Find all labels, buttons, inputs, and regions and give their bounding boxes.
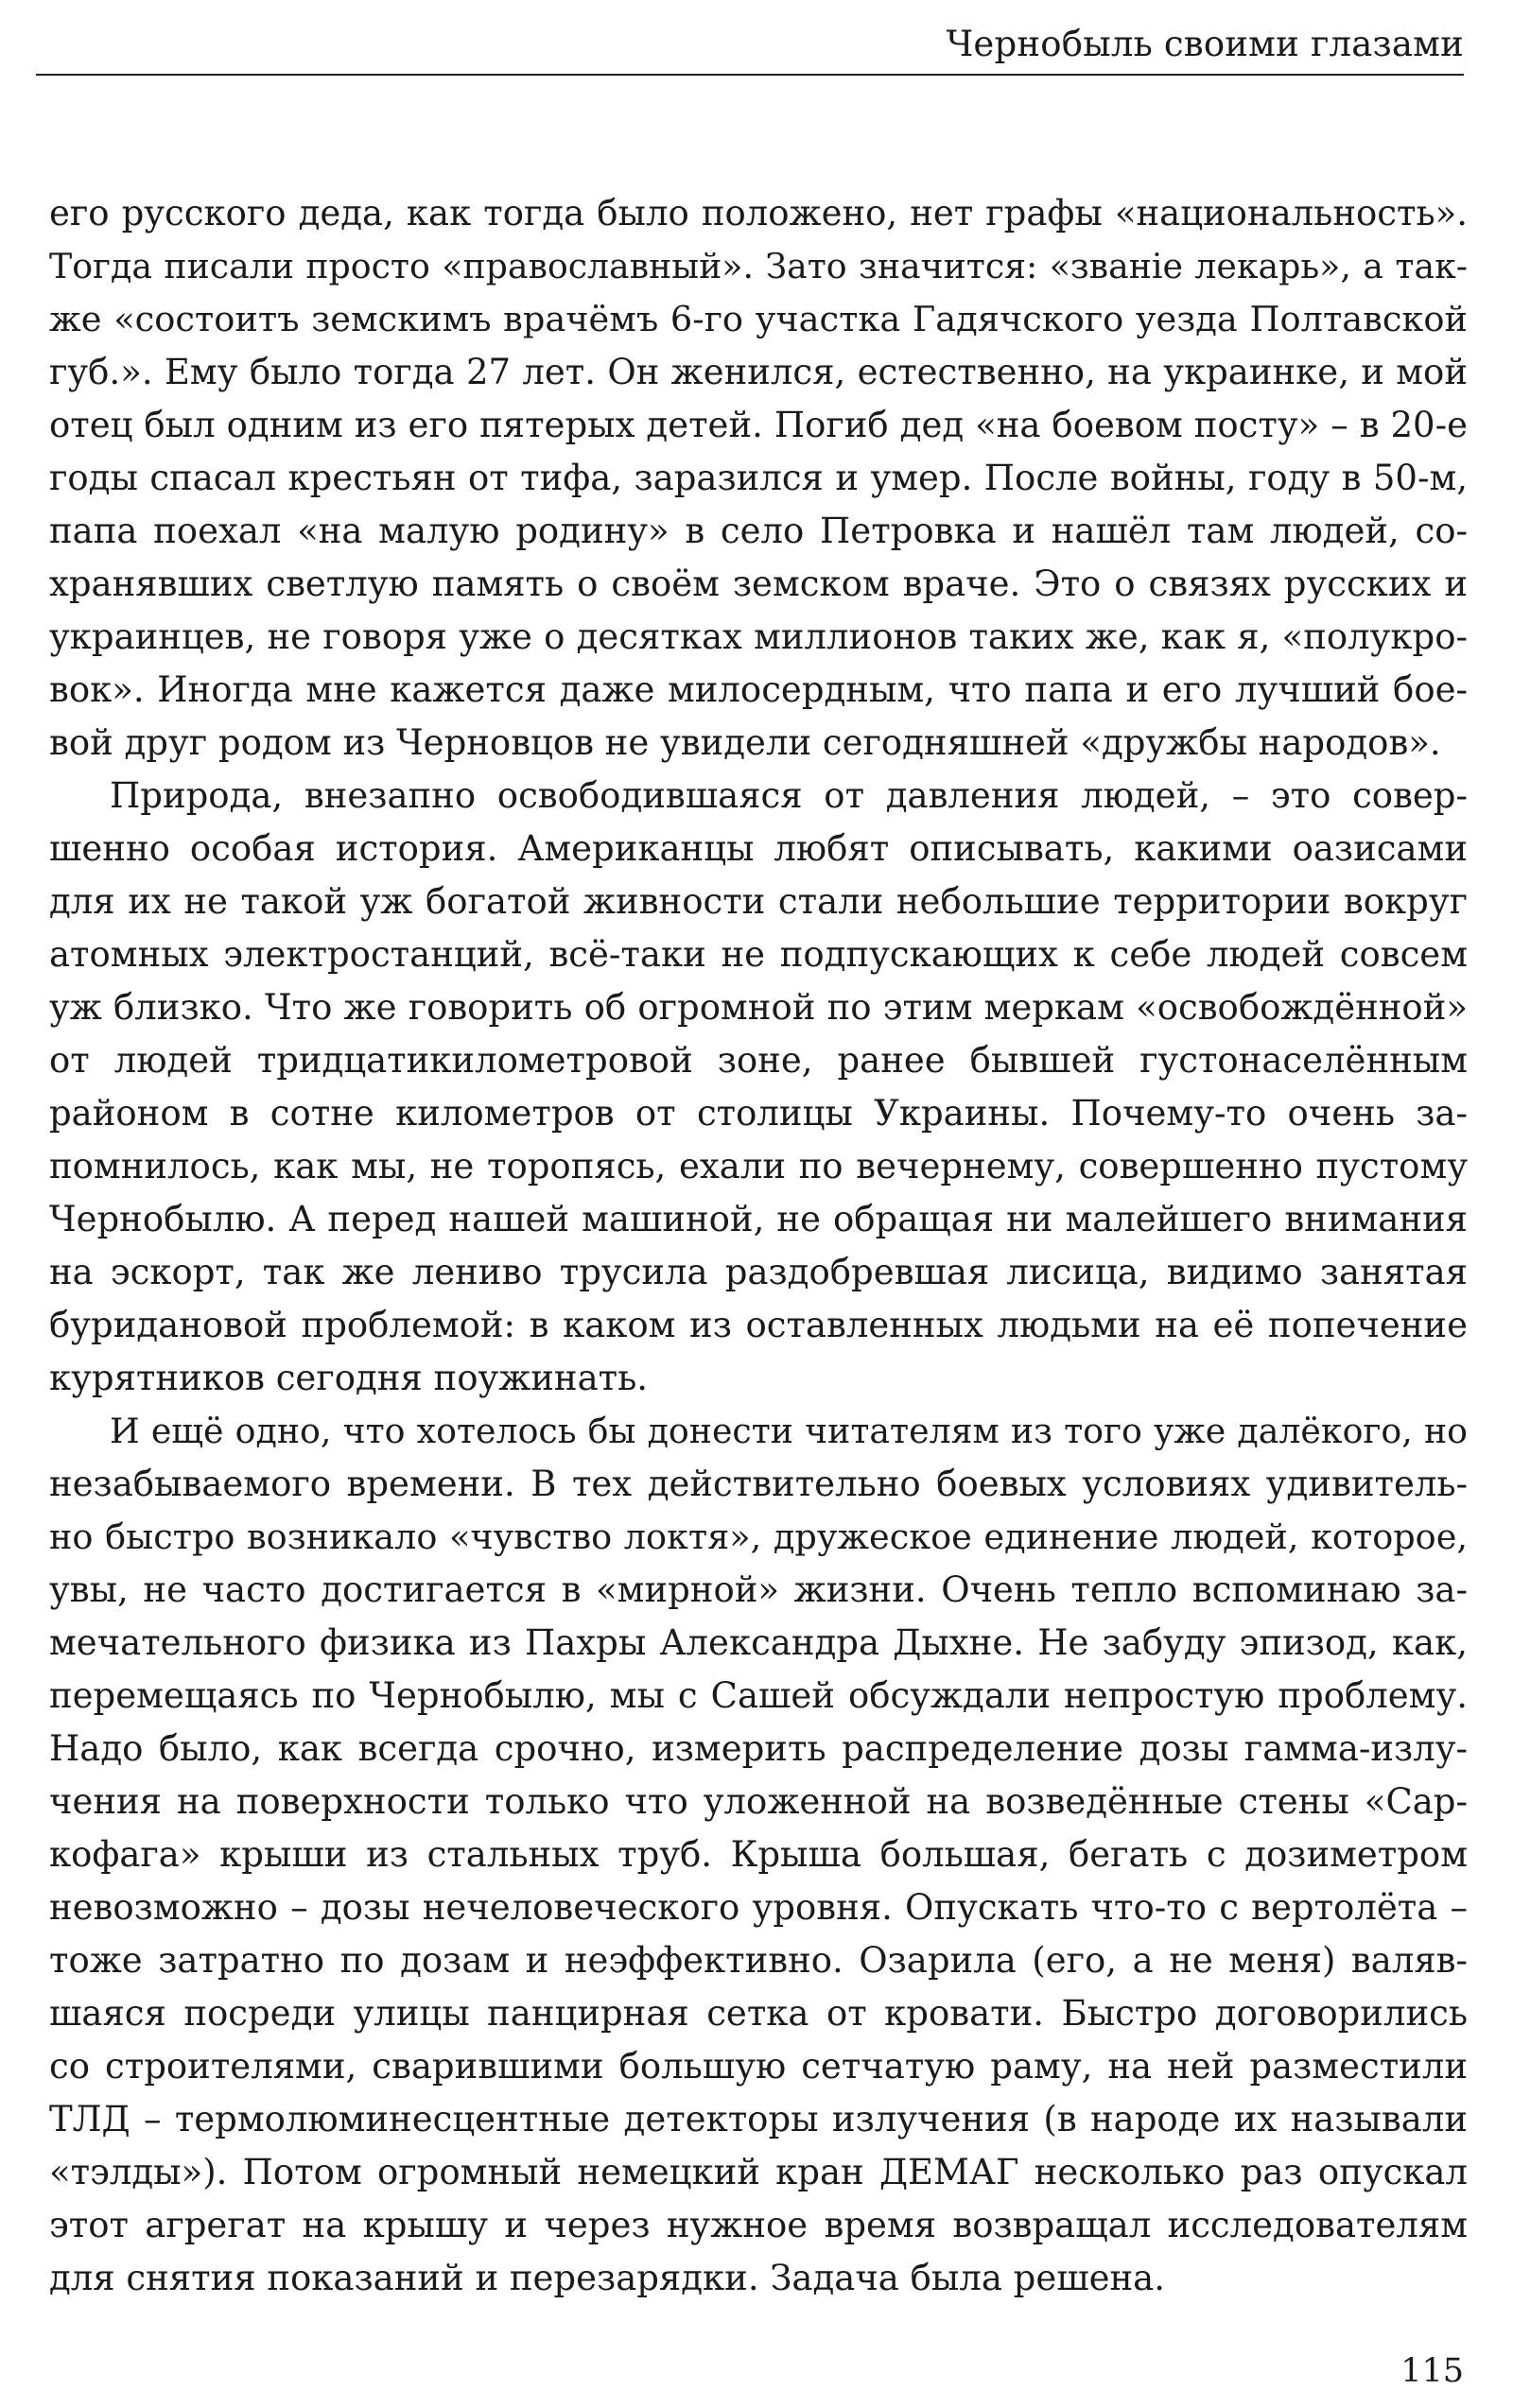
text-line-29: перемещаясь по Чернобылю, мы с Сашей обсуждали непростую проблему.	[49, 1675, 1468, 1716]
text-line-9: украинцев, не говоря уже о десятках миллионов таких же, как я, «полукро-	[49, 616, 1468, 657]
text-line-20: Чернобылю. А перед нашей машиной, не обращая ни малейшего внимания	[49, 1199, 1468, 1239]
text-line-17: от людей тридцатикилометровой зоне, ранее бывшей густонаселённым	[49, 1040, 1468, 1081]
text-line-25: незабываемого времени. В тех действительно боевых условиях удивитель-	[49, 1464, 1468, 1504]
text-line-16: уж близко. Что же говорить об огромной по этим меркам «освобождённой»	[49, 987, 1468, 1028]
text-line-11: вой друг родом из Черновцов не увидели сегодняшней «дружбы народов».	[49, 722, 1441, 763]
text-line-30: Надо было, как всегда срочно, измерить распределение дозы гамма-излу-	[49, 1728, 1468, 1769]
text-line-3: же «состоитъ земскимъ врачёмъ 6-го участка Гадячского уезда Полтавской	[49, 299, 1468, 339]
text-line-32: кофага» крыши из стальных труб. Крыша большая, бегать с дозиметром	[49, 1834, 1468, 1875]
text-line-39: этот агрегат на крышу и через нужное время возвращал исследователям	[49, 2205, 1468, 2245]
text-line-8: хранявших светлую память о своём земском враче. Это о связях русских и	[49, 563, 1468, 604]
text-line-10: вок». Иногда мне кажется даже милосердным, что папа и его лучший бое-	[49, 669, 1468, 710]
text-line-22: буридановой проблемой: в каком из оставленных людьми на её попечение	[49, 1305, 1468, 1345]
text-line-40: для снятия показаний и перезарядки. Задача была решена.	[49, 2258, 1166, 2298]
text-line-34: тоже затратно по дозам и неэффективно. Озарила (его, а не меня) валяв-	[49, 1940, 1468, 1981]
text-line-1: его русского деда, как тогда было положено, нет графы «национальность».	[49, 193, 1468, 234]
text-line-5: отец был одним из его пятерых детей. Погиб дед «на боевом посту» – в 20-е	[49, 405, 1468, 445]
text-line-27: увы, не часто достигается в «мирной» жизни. Очень тепло вспоминаю за-	[49, 1569, 1468, 1610]
header-rule	[36, 74, 1464, 76]
text-line-18: районом в сотне километров от столицы Украины. Почему-то очень за-	[49, 1093, 1468, 1134]
text-line-23: курятников сегодня поужинать.	[49, 1358, 649, 1398]
text-line-24: И ещё одно, что хотелось бы донести читателям из того уже далёкого, но	[110, 1411, 1468, 1451]
text-line-2: Тогда писали просто «православный». Зато значится: «званіе лекарь», а так-	[49, 246, 1468, 286]
text-line-37: ТЛД – термолюминесцентные детекторы излучения (в народе их называли	[49, 2099, 1468, 2139]
text-line-36: со строителями, сварившими большую сетчатую раму, на ней разместили	[49, 2046, 1468, 2087]
text-line-15: атомных электростанций, всё-таки не подпускающих к себе людей совсем	[49, 934, 1468, 975]
text-line-35: шаяся посреди улицы панцирная сетка от кровати. Быстро договорились	[49, 1993, 1468, 2034]
body-text	[49, 187, 1468, 2305]
page-number: 115	[1400, 2352, 1464, 2390]
text-line-33: невозможно – дозы нечеловеческого уровня. Опускать что-то с вертолёта –	[49, 1887, 1468, 1928]
text-line-6: годы спасал крестьян от тифа, заразился и умер. После войны, году в 50-м,	[49, 458, 1468, 498]
text-line-26: но быстро возникало «чувство локтя», дружеское единение людей, которое,	[49, 1516, 1468, 1557]
text-line-12: Природа, внезапно освободившаяся от давления людей, – это совер-	[110, 775, 1468, 816]
text-line-28: мечательного физика из Пахры Александра Дыхне. Не забуду эпизод, как,	[49, 1622, 1468, 1663]
text-line-14: для их не такой уж богатой живности стали небольшие территории вокруг	[49, 881, 1468, 922]
text-line-13: шенно особая история. Американцы любят описывать, какими оазисами	[49, 828, 1468, 869]
text-line-4: губ.». Ему было тогда 27 лет. Он женился, естественно, на украинке, и мой	[49, 352, 1468, 392]
text-line-7: папа поехал «на малую родину» в село Петровка и нашёл там людей, со-	[49, 511, 1468, 551]
text-line-19: помнилось, как мы, не торопясь, ехали по вечернему, совершенно пустому	[49, 1146, 1468, 1187]
text-line-21: на эскорт, так же лениво трусила раздобревшая лисица, видимо занятая	[49, 1252, 1468, 1292]
text-line-38: «тэлды»). Потом огромный немецкий кран ДЕМАГ несколько раз опускал	[49, 2152, 1468, 2192]
running-head-title: Чернобыль своими глазами	[946, 24, 1464, 64]
text-line-31: чения на поверхности только что уложенной на возведённые стены «Сар-	[49, 1781, 1468, 1822]
